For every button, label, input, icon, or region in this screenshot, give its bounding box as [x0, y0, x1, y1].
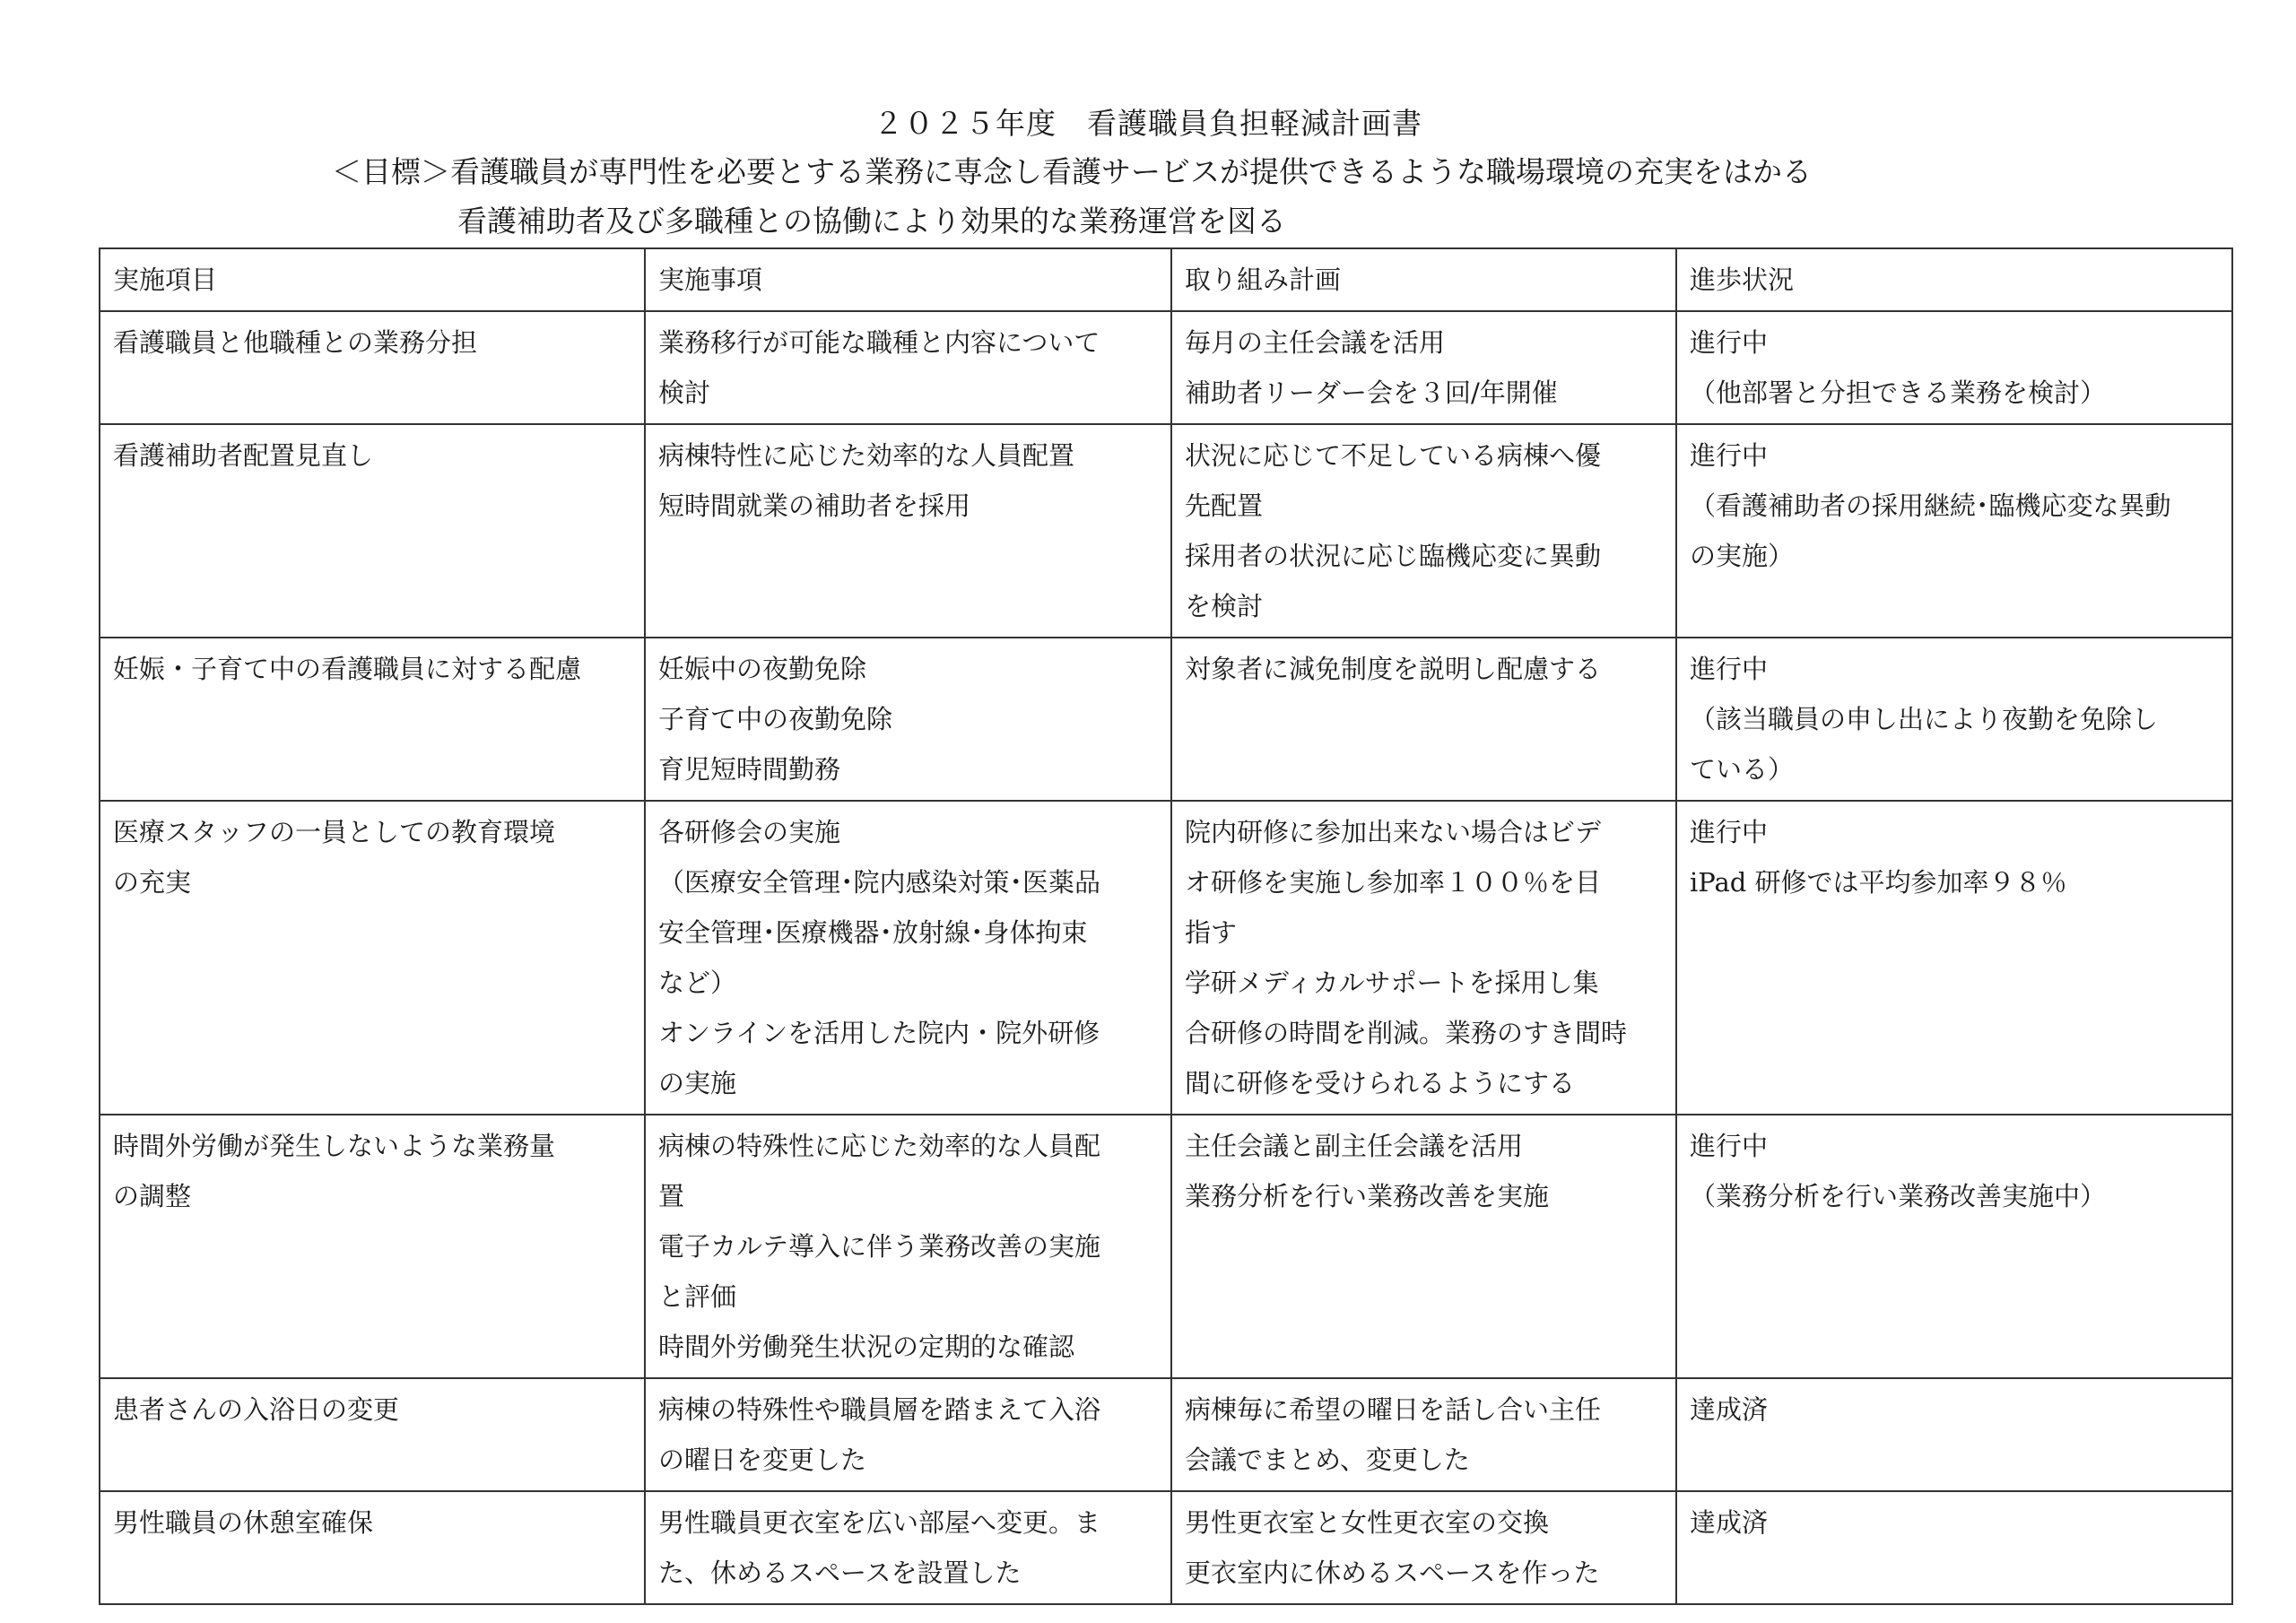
cell-status: [1676, 311, 2232, 424]
cell-plan: [1171, 801, 1676, 1115]
cell-text-line: 電子カルテ導入に伴う業務改善の実施: [658, 1231, 1101, 1262]
cell-plan: [1171, 1491, 1676, 1604]
header-plan: 取り組み計画: [1171, 248, 1676, 311]
cell-action: [645, 1378, 1171, 1491]
cell-item: [100, 1378, 645, 1491]
cell-status: [1676, 1491, 2232, 1604]
cell-text-line: 業務移行が可能な職種と内容について: [658, 327, 1100, 358]
cell-action: [645, 424, 1171, 638]
cell-text-line: （他部署と分担できる業務を検討）: [1690, 378, 2107, 408]
table-header-row: [100, 248, 2232, 311]
cell-text-line: 医療スタッフの一員としての教育環境: [113, 817, 556, 847]
cell-item: [100, 311, 645, 424]
cell-plan: [1171, 638, 1676, 801]
cell-text-line: 毎月の主任会議を活用: [1185, 327, 1446, 358]
cell-plan: [1171, 311, 1676, 424]
cell-text-line: 学研メディカルサポートを採用し集: [1185, 968, 1599, 998]
cell-plan: [1171, 424, 1676, 638]
cell-text-line: 進行中: [1690, 817, 1769, 847]
plan-table: [99, 247, 2233, 1605]
cell-text-line: 男性更衣室と女性更衣室の交換: [1185, 1507, 1550, 1538]
cell-text-line: 補助者リーダー会を３回/年開催: [1185, 378, 1558, 408]
cell-text-line: 検討: [658, 378, 711, 408]
cell-text-line: （業務分析を行い業務改善実施中）: [1690, 1181, 2107, 1211]
cell-text-line: 採用者の状況に応じ臨機応変に異動: [1185, 541, 1602, 571]
goal-statement: ＜目標＞看護職員が専門性を必要とする業務に専念し看護サービスが提供できるような職場環境の充実をはかる: [332, 154, 1812, 189]
cell-text-line: 主任会議と副主任会議を活用: [1185, 1131, 1524, 1161]
cell-item: [100, 1115, 645, 1378]
cell-text-line: 指す: [1185, 917, 1238, 948]
cell-status: [1676, 638, 2232, 801]
cell-text-line: 先配置: [1185, 490, 1264, 521]
cell-text-line: 進行中: [1690, 440, 1769, 471]
cell-action: [645, 638, 1171, 801]
cell-text-line: の実施: [658, 1068, 737, 1098]
cell-text-line: （看護補助者の採用継続･臨機応変な異動: [1690, 490, 2171, 521]
cell-text-line: を検討: [1185, 591, 1264, 621]
table-row: [100, 1378, 2232, 1491]
cell-action: [645, 1115, 1171, 1378]
cell-status: [1676, 801, 2232, 1115]
cell-text-line: オ研修を実施し参加率１００％を目: [1185, 867, 1602, 898]
cell-action: [645, 801, 1171, 1115]
cell-text-line: オンラインを活用した院内・院外研修: [658, 1018, 1100, 1048]
table-row: [100, 424, 2232, 638]
cell-text-line: 進行中: [1690, 1131, 1769, 1161]
cell-text-line: 安全管理･医療機器･放射線･身体拘束: [658, 917, 1088, 948]
cell-text-line: 男性職員更衣室を広い部屋へ変更。ま: [658, 1507, 1101, 1538]
cell-text-line: 妊娠中の夜勤免除: [658, 654, 867, 684]
cell-status: [1676, 424, 2232, 638]
cell-text-line: 看護補助者配置見直し: [113, 440, 374, 471]
cell-text-line: 男性職員の休憩室確保: [113, 1507, 374, 1538]
cell-text-line: 時間外労働発生状況の定期的な確認: [658, 1332, 1075, 1362]
table-row: [100, 1491, 2232, 1604]
table-row: [100, 1115, 2232, 1378]
cell-item: [100, 638, 645, 801]
cell-text-line: 合研修の時間を削減。業務のすき間時: [1185, 1018, 1628, 1048]
cell-text-line: 院内研修に参加出来ない場合はビデ: [1185, 817, 1602, 847]
cell-text-line: 各研修会の実施: [658, 817, 841, 847]
cell-item: [100, 424, 645, 638]
cell-text-line: の曜日を変更した: [658, 1445, 867, 1475]
cell-text-line: 対象者に減免制度を説明し配慮する: [1185, 654, 1602, 684]
cell-text-line: 時間外労働が発生しないような業務量: [113, 1131, 556, 1161]
cell-text-line: iPad 研修では平均参加率９８％: [1690, 867, 2067, 898]
cell-text-line: 会議でまとめ、変更した: [1185, 1445, 1470, 1475]
cell-text-line: の実施）: [1690, 541, 1795, 571]
table-row: [100, 638, 2232, 801]
table-row: [100, 801, 2232, 1115]
cell-status: [1676, 1378, 2232, 1491]
cell-text-line: 短時間就業の補助者を採用: [658, 490, 971, 521]
cell-status: [1676, 1115, 2232, 1378]
cell-text-line: （医療安全管理･院内感染対策･医薬品: [658, 867, 1101, 898]
table-body: [100, 311, 2232, 1604]
cell-text-line: と評価: [658, 1281, 737, 1312]
cell-item: [100, 801, 645, 1115]
cell-item: [100, 1491, 645, 1604]
cell-text-line: 進行中: [1690, 327, 1769, 358]
table-row: [100, 311, 2232, 424]
goal-statement-continued: 看護補助者及び多職種との協働により効果的な業務運営を図る: [457, 204, 1286, 239]
header-item: 実施項目: [100, 248, 645, 311]
cell-text-line: 妊娠・子育て中の看護職員に対する配慮: [113, 654, 582, 684]
cell-text-line: 看護職員と他職種との業務分担: [113, 327, 478, 358]
cell-text-line: 達成済: [1690, 1394, 1769, 1425]
cell-text-line: 子育て中の夜勤免除: [658, 704, 893, 734]
cell-text-line: 育児短時間勤務: [658, 754, 841, 785]
cell-text-line: 置: [658, 1181, 685, 1211]
cell-text-line: 患者さんの入浴日の変更: [113, 1394, 400, 1425]
cell-text-line: 病棟特性に応じた効率的な人員配置: [658, 440, 1075, 471]
cell-action: [645, 1491, 1171, 1604]
cell-text-line: た、休めるスペースを設置した: [658, 1558, 1022, 1588]
header-status: 進歩状況: [1676, 248, 2232, 311]
cell-text-line: の調整: [113, 1181, 192, 1211]
cell-text-line: など）: [658, 968, 737, 998]
cell-action: [645, 311, 1171, 424]
cell-text-line: ている）: [1690, 754, 1795, 785]
cell-text-line: 病棟の特殊性に応じた効率的な人員配: [658, 1131, 1101, 1161]
header-action: 実施事項: [645, 248, 1171, 311]
cell-text-line: 達成済: [1690, 1507, 1769, 1538]
cell-text-line: 間に研修を受けられるようにする: [1185, 1068, 1576, 1098]
cell-plan: [1171, 1115, 1676, 1378]
document-title: ２０２５年度 看護職員負担軽減計画書: [874, 106, 1422, 141]
cell-text-line: 病棟の特殊性や職員層を踏まえて入浴: [658, 1394, 1101, 1425]
cell-text-line: 状況に応じて不足している病棟へ優: [1185, 440, 1602, 471]
cell-plan: [1171, 1378, 1676, 1491]
cell-text-line: （該当職員の申し出により夜勤を免除し: [1690, 704, 2159, 734]
cell-text-line: 業務分析を行い業務改善を実施: [1185, 1181, 1550, 1211]
cell-text-line: 病棟毎に希望の曜日を話し合い主任: [1185, 1394, 1602, 1425]
cell-text-line: 進行中: [1690, 654, 1769, 684]
cell-text-line: 更衣室内に休めるスペースを作った: [1185, 1558, 1600, 1588]
cell-text-line: の充実: [113, 867, 192, 898]
